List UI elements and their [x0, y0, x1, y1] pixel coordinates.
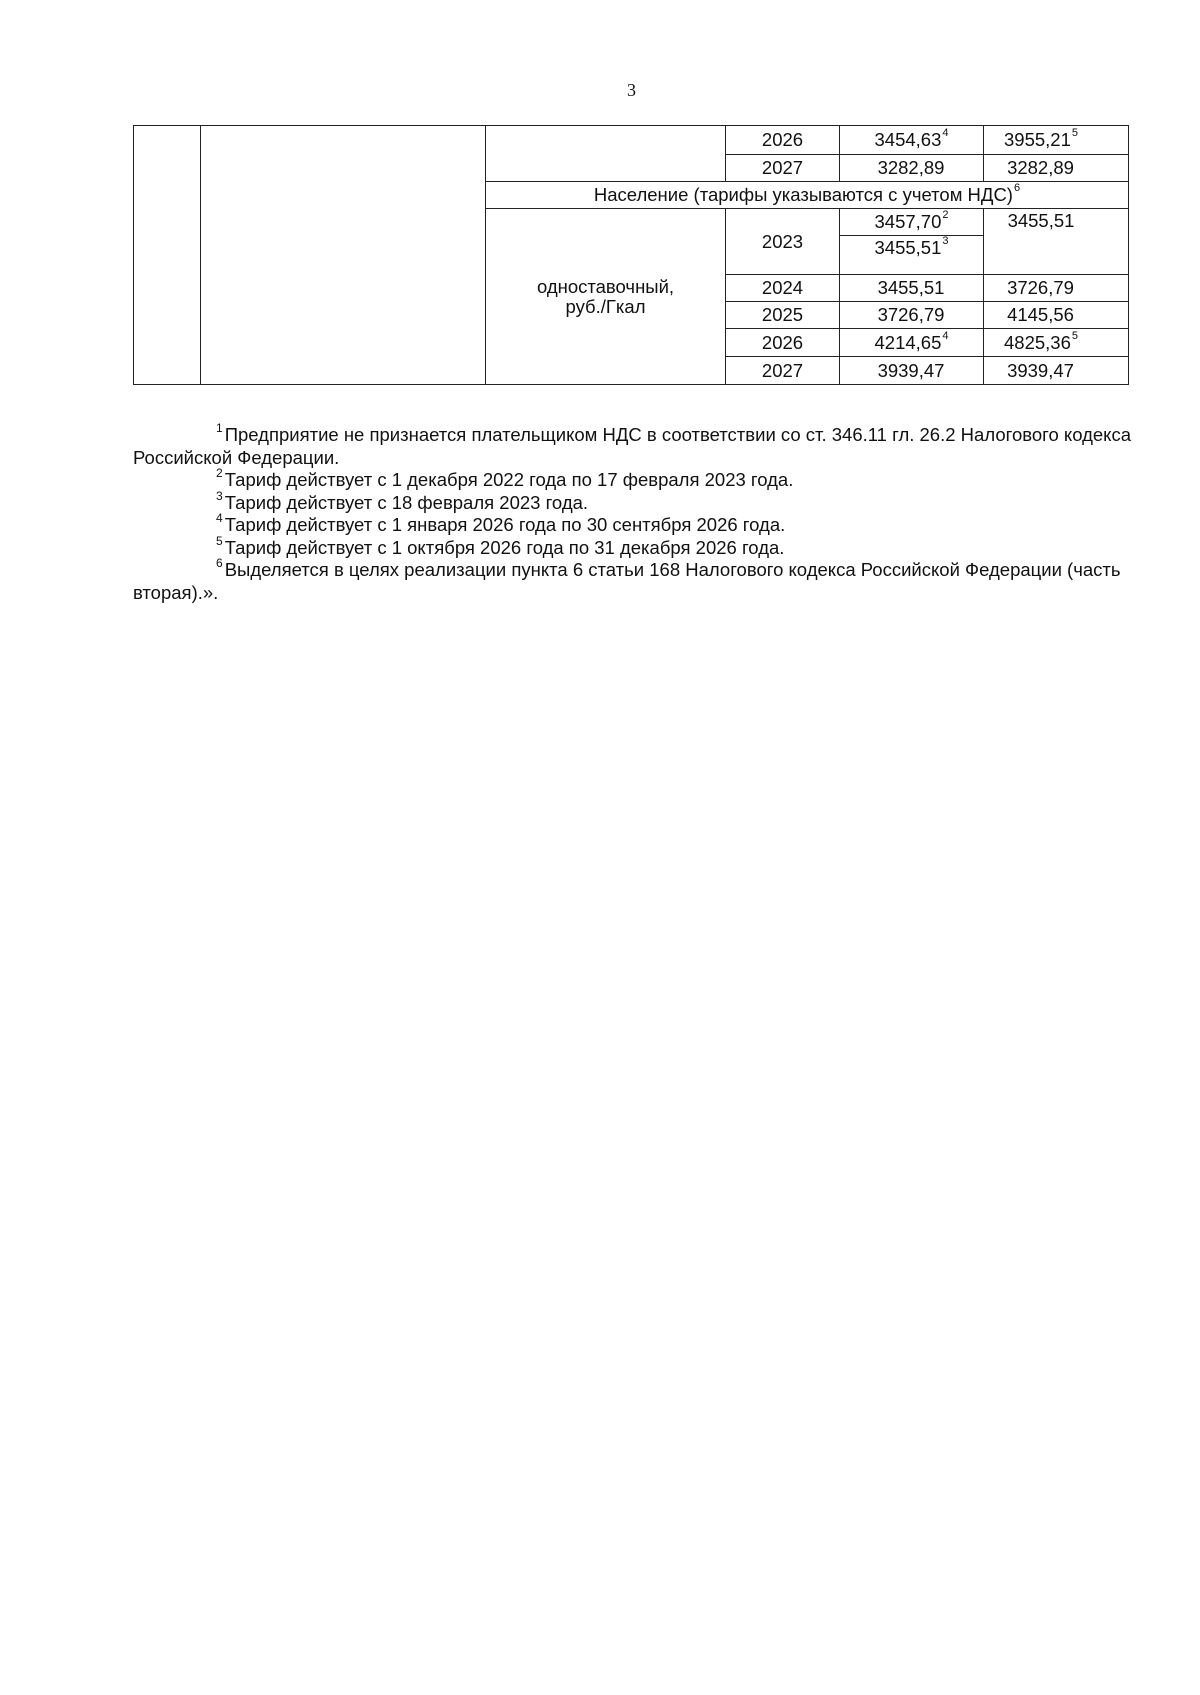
footnote-ref: 2: [942, 209, 949, 221]
col-organization-cell: [201, 126, 486, 385]
footnote-item: $^5$ Тариф действует с 1 октября 2026 года по 31 декабря 2026 года.: [216, 533, 785, 558]
tariff-value-first-half: 3455,51$^3$: [840, 236, 984, 275]
year-cell: 2027: [726, 357, 840, 385]
footnote-item: $^1$ Предприятие не признается плательщиком НДС в соответствии со ст. 346.11 гл. 26.2 Налогового кодекса Российской Федерации.: [133, 421, 1132, 468]
year-cell: 2025: [726, 302, 840, 329]
tariff-value-first-half: 3455,51: [840, 275, 984, 302]
year-cell: 2024: [726, 275, 840, 302]
tariff-value-first-half: 3282,89: [840, 155, 984, 182]
col-number-cell: [134, 126, 201, 385]
page-number: 3: [627, 80, 636, 100]
footnote-ref: 6: [1013, 182, 1021, 194]
tariff-value-first-half: 3454,63$^4$: [840, 126, 984, 155]
tariff-type-label: одноставочный,: [536, 275, 675, 297]
footnote-item: $^3$ Тариф действует с 18 февраля 2023 года.: [216, 488, 589, 513]
footnote-ref: 5: [1071, 329, 1078, 342]
tariff-value-second-half: 3726,79: [984, 275, 1129, 302]
tariff-unit-label: руб./Гкал: [565, 295, 646, 317]
footnote-ref: 4: [942, 127, 949, 139]
footnote-item: $^2$ Тариф действует с 1 декабря 2022 года по 17 февраля 2023 года.: [216, 466, 794, 490]
tariff-value-second-half: 4145,56: [984, 302, 1129, 329]
footnote-item: $^6$ Выделяется в целях реализации пункта 6 статьи 168 Налогового кодекса Российской Федерации (часть вторая).».: [133, 556, 1121, 603]
footnote-ref: 5: [1071, 127, 1078, 139]
tariff-value-first-half: 3939,47: [840, 357, 984, 385]
tariff-table: [133, 125, 1129, 385]
tariff-value-second-half: 3455,51: [984, 209, 1129, 275]
tariff-type-cell: [486, 209, 726, 385]
tariff-value-first-half: 4214,65$^4$: [840, 329, 984, 357]
year-cell: 2027: [726, 155, 840, 182]
col-tariff-type-cell-prev: [486, 126, 726, 182]
tariff-value-second-half: 3955,21$^5$: [984, 126, 1129, 155]
table-row: [134, 126, 1129, 155]
footnote-ref: 4: [942, 329, 949, 342]
tariff-value-first-half: 3726,79: [840, 302, 984, 329]
tariff-value-second-half: 3282,89: [984, 155, 1129, 182]
tariff-value-first-half: 3457,70$^2$: [840, 209, 984, 236]
footnote-item: $^4$ Тариф действует с 1 января 2026 года по 30 сентября 2026 года.: [216, 511, 786, 535]
tariff-value-second-half: 4825,36$^5$: [984, 329, 1129, 357]
footnotes: [133, 421, 1133, 604]
section-header: Население (тарифы указываются с учетом НДС)$^6$: [486, 182, 1129, 209]
year-cell: 2026: [726, 126, 840, 155]
tariff-value-second-half: 3939,47: [984, 357, 1129, 385]
footnote-ref: 3: [942, 235, 949, 247]
year-cell: 2026: [726, 329, 840, 357]
year-cell: 2023: [726, 209, 840, 275]
